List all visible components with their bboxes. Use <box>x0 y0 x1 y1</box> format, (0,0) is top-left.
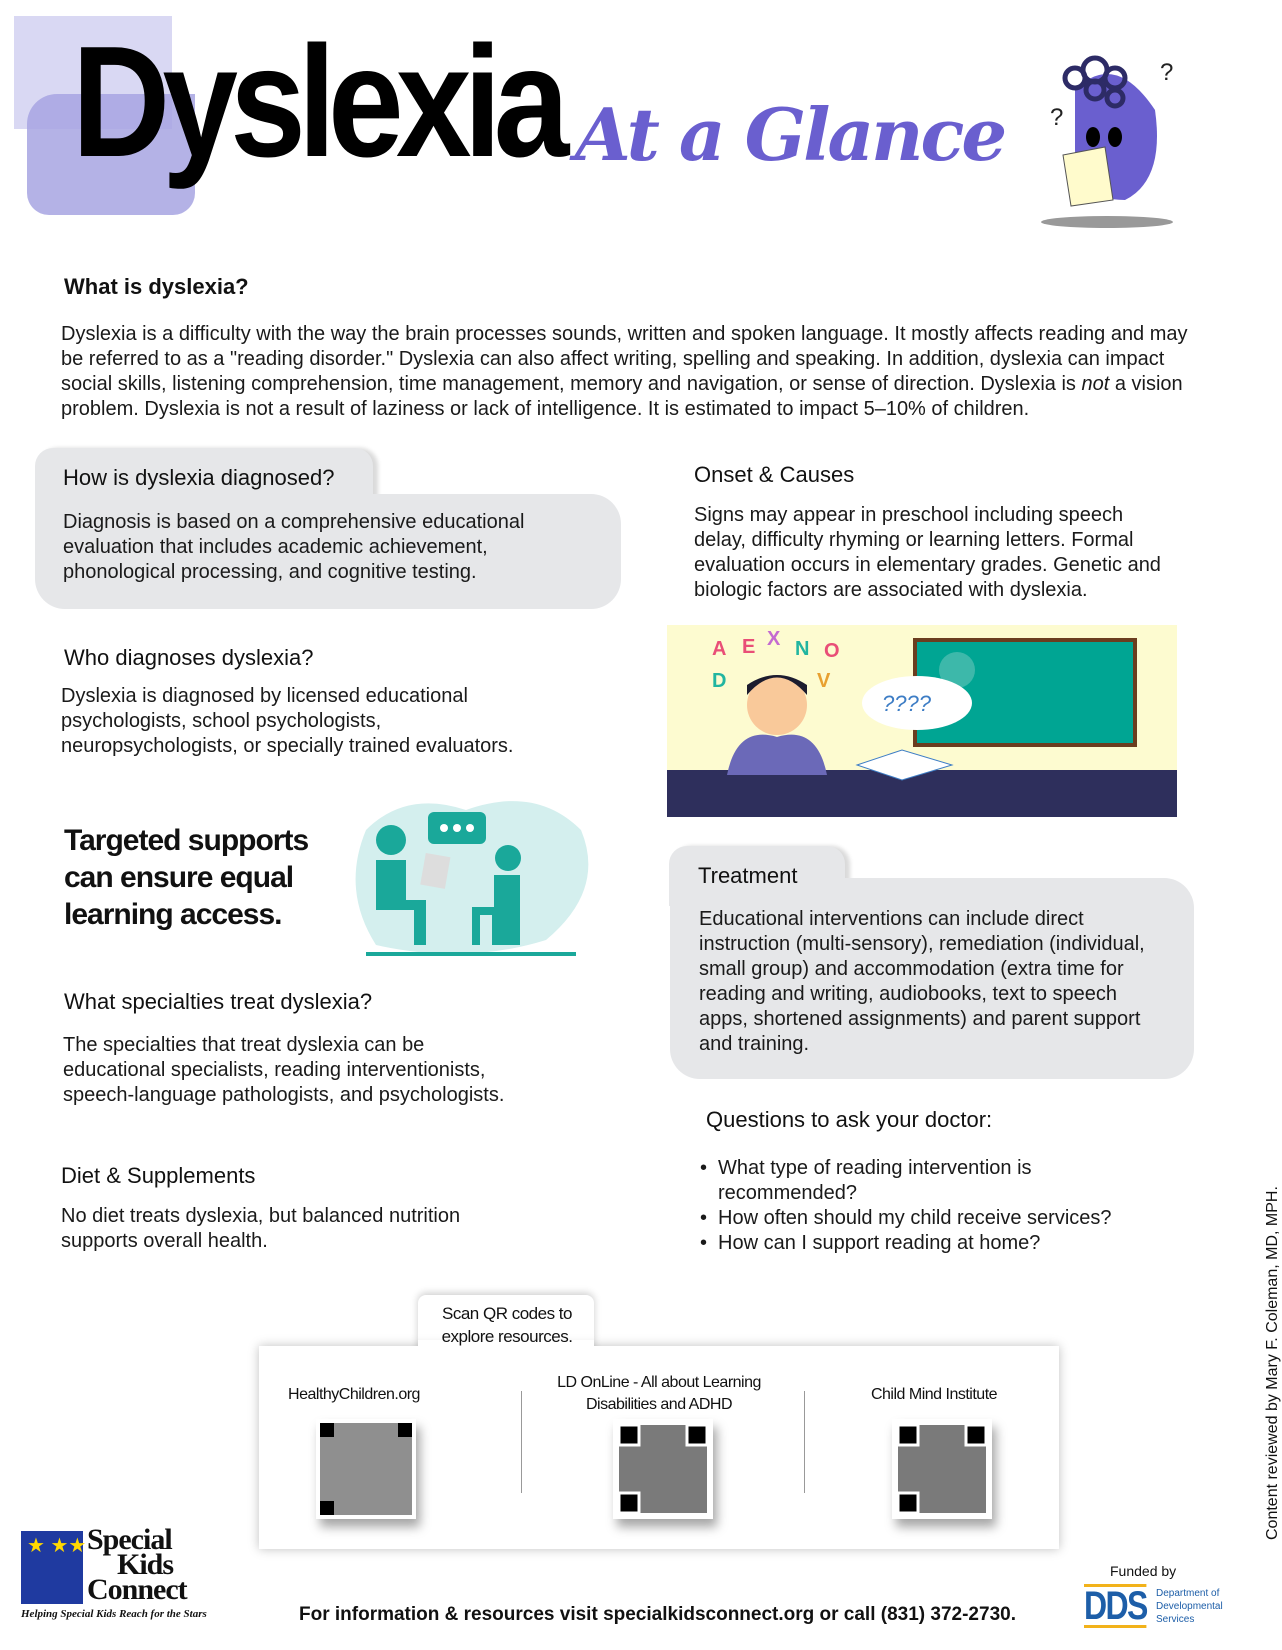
funded-by-label: Funded by <box>1110 1563 1177 1579</box>
divider <box>804 1391 805 1493</box>
who-text: Dyslexia is diagnosed by licensed educational psychologists, school psychologists, neuropsychologists, or specially trained evaluators. <box>61 685 514 757</box>
question-item: • What type of reading intervention is recommended? <box>700 1156 1160 1206</box>
questions-heading: Questions to ask your doctor: <box>706 1107 993 1132</box>
confused-character-illustration <box>1035 50 1205 230</box>
what-text-2: a vision problem. Dyslexia is not a result of laziness or lack of intelligence. It is estimated to impact 5–10% of children. <box>61 373 1183 420</box>
what-text <box>61 322 1211 422</box>
qr-tab-text: Scan QR codes to explore resources. <box>441 1304 573 1346</box>
logo-line: Kids <box>117 1548 174 1581</box>
qr-label-childmind: Child Mind Institute <box>870 1386 998 1403</box>
question-item: • How often should my child receive services? <box>700 1206 1160 1231</box>
page-subtitle: At a Glance <box>575 92 1005 177</box>
diagnosed-heading: How is dyslexia diagnosed? <box>63 465 335 490</box>
floating-letter: X <box>767 628 781 650</box>
what-text-1: Dyslexia is a difficulty with the way the brain processes sounds, written and spoken language. It mostly affects reading and may be referred to as a "reading disorder." Dyslexia can also affect writing, spelling and speaking. In addition, dyslexia can impact social skills, listening comprehension, time management, memory and navigation, or sense of direction. Dyslexia is <box>61 323 1188 395</box>
logo-line: Connect <box>87 1573 187 1606</box>
floating-letter: N <box>795 638 810 660</box>
dds-name <box>1156 1587 1223 1626</box>
question-item: • How can I support reading at home? <box>700 1231 1160 1256</box>
dds-name-line: Department of <box>1156 1588 1220 1599</box>
speech-bubble-text: ???? <box>882 691 931 716</box>
floating-letter: O <box>824 640 840 662</box>
page-title: Dyslexia <box>72 14 562 190</box>
what-text-italic: not <box>1081 373 1110 395</box>
onset-heading: Onset & Causes <box>694 462 855 487</box>
diet-heading: Diet & Supplements <box>61 1163 256 1188</box>
treatment-text: Educational interventions can include direct instruction (multi-sensory), remediation (individual, small group) and accommodation (extra time for reading and writing, audiobooks, text to speech apps, shortened assignments) and parent support and training. <box>699 908 1145 1055</box>
consultation-illustration <box>346 790 596 962</box>
targeted-text: Targeted supports can ensure equal learning access. <box>64 824 309 931</box>
floating-letter: D <box>712 670 727 692</box>
special-kids-connect-logo <box>19 1523 239 1626</box>
reviewer-credit: Content reviewed by Mary F. Coleman, MD, MPH. <box>1264 1186 1281 1540</box>
questions-list <box>700 1156 1160 1256</box>
qr-code-ldonline[interactable] <box>613 1419 713 1519</box>
what-heading: What is dyslexia? <box>64 274 249 299</box>
dds-logo <box>1084 1584 1224 1630</box>
onset-text: Signs may appear in preschool including speech delay, difficulty rhyming or learning letters. Formal evaluation occurs in elementary grades. Genetic and biologic factors are associated with dyslexia. <box>694 504 1161 601</box>
dds-name-line: Services <box>1156 1614 1195 1625</box>
qr-label-ldonline: LD OnLine - All about Learning Disabilities and ADHD <box>557 1374 761 1413</box>
dds-name-line: Developmental <box>1156 1601 1223 1612</box>
dds-letters: DDS <box>1084 1584 1147 1628</box>
treatment-heading: Treatment <box>698 863 798 888</box>
svg-text:?: ? <box>1160 59 1174 86</box>
floating-letter: E <box>742 636 756 658</box>
floating-letter: V <box>817 670 831 692</box>
specialties-heading: What specialties treat dyslexia? <box>64 989 373 1014</box>
footer-info: For information & resources visit specialkidsconnect.org or call (831) 372-2730. <box>299 1604 1016 1625</box>
who-heading: Who diagnoses dyslexia? <box>64 645 314 670</box>
logo-text <box>87 1523 187 1606</box>
diagnosed-text: Diagnosis is based on a comprehensive educational evaluation that includes academic achievement, phonological processing, and cognitive testing. <box>63 511 525 583</box>
diet-text: No diet treats dyslexia, but balanced nutrition supports overall health. <box>61 1205 461 1252</box>
classroom-illustration <box>667 625 1177 817</box>
divider <box>521 1391 522 1493</box>
qr-code-childmind[interactable] <box>892 1419 992 1519</box>
qr-resources <box>259 1346 1059 1549</box>
logo-stars: ★ ★★ <box>27 1535 87 1557</box>
svg-text:?: ? <box>1050 104 1064 131</box>
qr-code-healthychildren[interactable] <box>316 1419 416 1519</box>
qr-label-healthychildren: HealthyChildren.org <box>288 1386 420 1403</box>
specialties-text: The specialties that treat dyslexia can be educational specialists, reading interventionists, speech-language pathologists, and psychologists. <box>63 1034 505 1106</box>
logo-line: Special <box>87 1523 172 1556</box>
floating-letter: A <box>712 638 727 660</box>
logo-tagline: Helping Special Kids Reach for the Stars <box>21 1608 207 1620</box>
